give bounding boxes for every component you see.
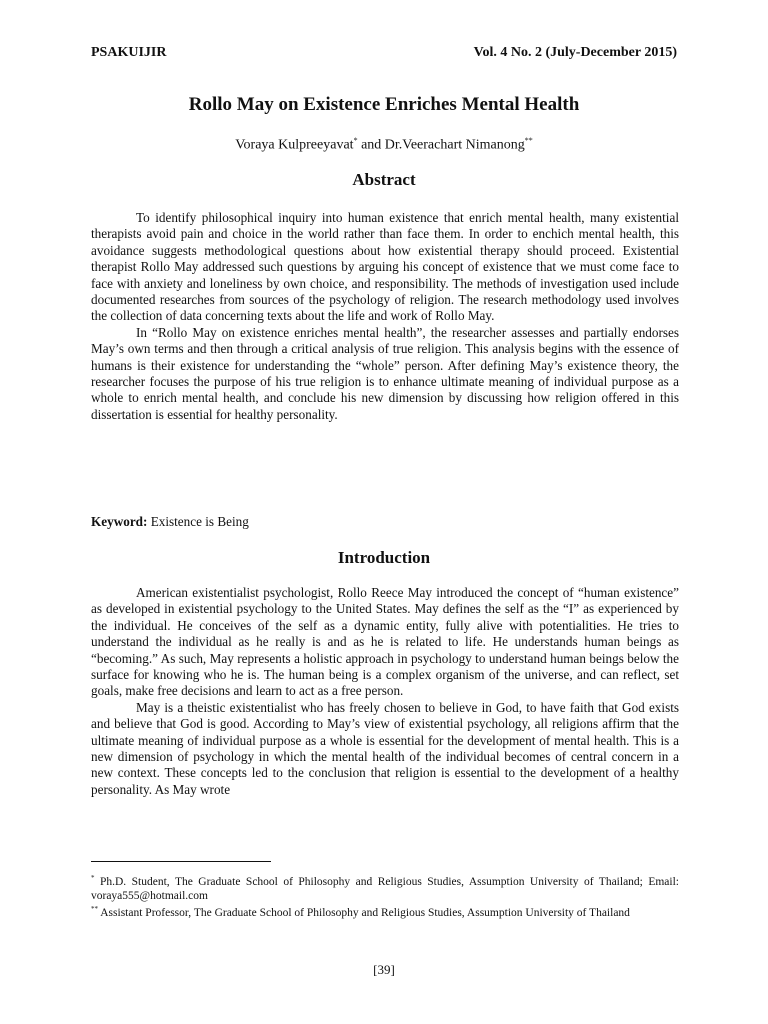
footnote-1-mark: * — [91, 874, 95, 882]
abstract-heading: Abstract — [352, 170, 416, 189]
abstract-body — [91, 210, 679, 423]
keyword-line — [91, 514, 249, 530]
introduction-paragraph-1: American existentialist psychologist, Rollo Reece May introduced the concept of “human existence” as developed in existential psychology to the United States. May defines the self as the “I” as experienced by the individual. He conceives of the self as a dynamic entity, fully alive with potentialities. He tries to understand the individual as he really is and as he is related to life. He understands human beings as “becoming.” As such, May represents a holistic approach in psychology to understand human beings below the surface for knowing who he is. The human being is a complex organism of the universe, and can reflect, set goals, make free decisions and learn to act as a free person. — [91, 585, 679, 699]
footnote-2 — [91, 902, 679, 920]
footnote-1-text: Ph.D. Student, The Graduate School of Philosophy and Religious Studies, Assumption University of Thailand; Email: voraya555@hotmail.com — [91, 875, 679, 902]
page-number: [39] — [373, 962, 395, 977]
paper-title: Rollo May on Existence Enriches Mental Health — [188, 94, 580, 115]
introduction-paragraph-2: May is a theistic existentialist who has freely chosen to believe in God, to have faith that God exists and believe that God is good. According to May’s view of existential psychology, all religions affirm that the ultimate meaning of individual purpose as a whole is essential for the development of mental health. This is a new dimension of psychology in which the mental health of the individual becomes of central concern in a new context. These concepts led to the conclusion that religion is essential to the development of a healthy personality. As May wrote — [91, 699, 679, 797]
author-2-footnote-mark: ** — [524, 136, 533, 145]
introduction-body — [91, 585, 679, 798]
author-1-footnote-mark: * — [353, 136, 358, 145]
author-1-name: Voraya Kulpreeyavat — [235, 137, 354, 153]
footnote-2-text: Assistant Professor, The Graduate School of Philosophy and Religious Studies, Assumption University of Thailand — [100, 906, 630, 919]
author-2-name: Dr.Veerachart Nimanong — [384, 137, 525, 153]
footnote-divider — [91, 861, 271, 862]
keyword-label: Keyword: — [91, 514, 148, 529]
introduction-heading: Introduction — [337, 548, 431, 567]
abstract-paragraph-1: To identify philosophical inquiry into human existence that enrich mental health, many existential therapists avoid pain and choice in the world rather than face them. In order to enchich mental health, this avoidance suggests methodological questions about how existential therapy should proceed. Existential therapist Rollo May addressed such questions by arguing his concept of existence that we must come face to face with anxiety and loneliness by own choice, and responsibility. The methods of investigation used include documented researches from sources of the psychology of religion. The research methodology used involves the collection of data concerning texts about the life and work of Rollo May. — [91, 210, 679, 324]
abstract-paragraph-2: In “Rollo May on existence enriches mental health”, the researcher assesses and partially endorses May’s own terms and then through a critical analysis of true religion. This analysis begins with the essence of humans is their existence for understanding the “whole” person. After defining May’s existence theory, the researcher focuses the purpose of his true religion is to enhance ultimate meaning of individual purpose as a whole to enrich mental health, and conclude his new dimension by discussing how religion offered in this dissertation is essential for healthy personality. — [91, 324, 679, 422]
footnote-1 — [91, 871, 679, 903]
volume-issue: Vol. 4 No. 2 (July-December 2015) — [473, 45, 677, 60]
author-line — [0, 136, 768, 154]
author-conjunction: and — [357, 137, 385, 153]
footnote-2-mark: ** — [91, 905, 98, 913]
keyword-value: Existence is Being — [150, 514, 249, 529]
journal-name: PSAKUIJIR — [91, 45, 167, 60]
